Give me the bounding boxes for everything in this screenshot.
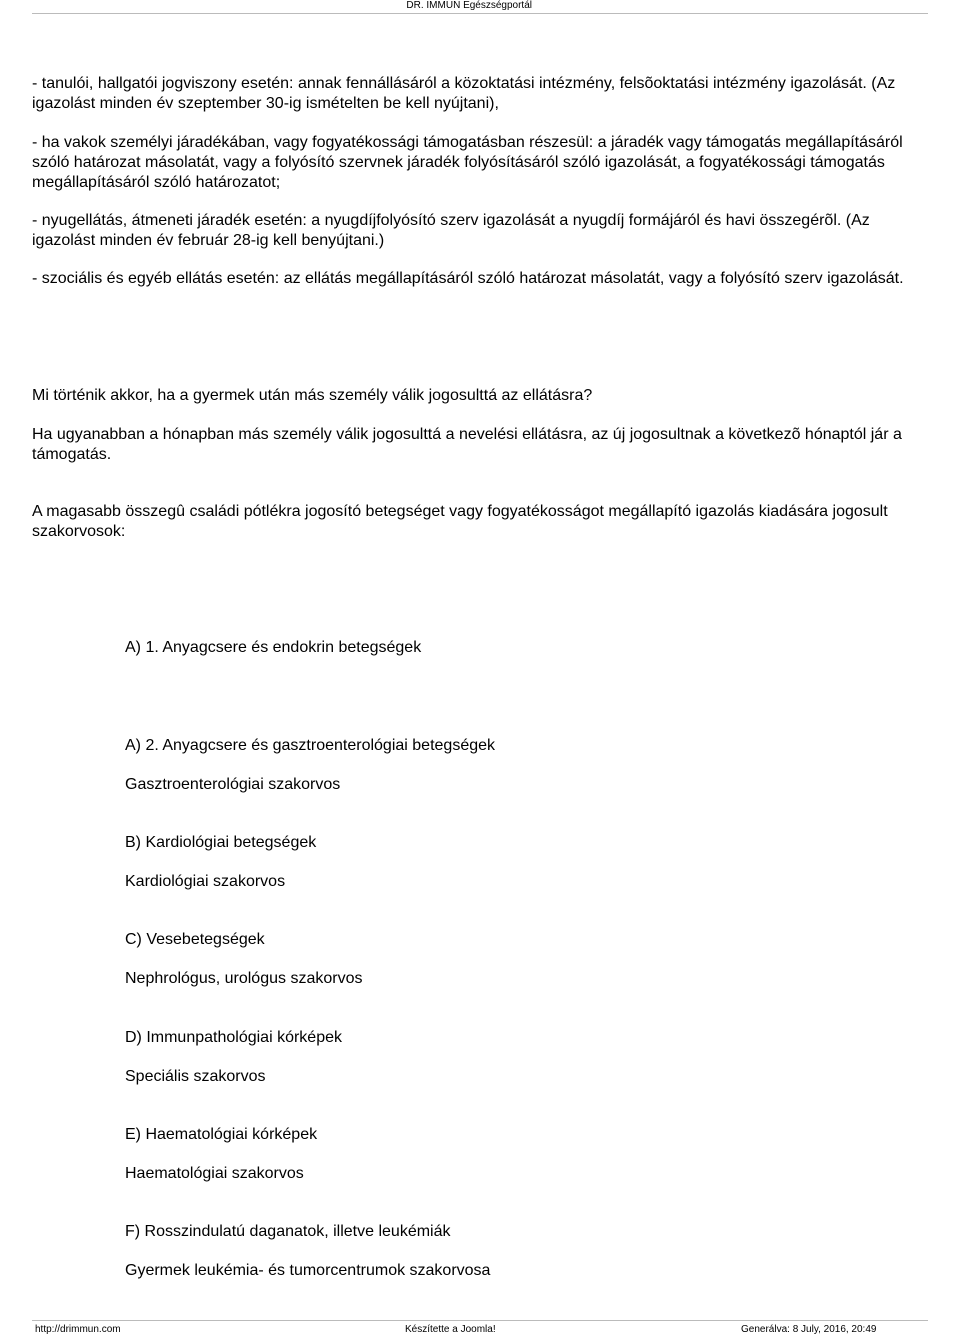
- question-heading: Mi történik akkor, ha a gyermek után más személy válik jogosulttá az ellátásra?: [32, 387, 593, 404]
- list-item-a2: A) 2. Anyagcsere és gasztroenterológiai betegségek: [125, 737, 496, 754]
- footer-made-with: Készítette a Joomla!: [405, 1324, 496, 1335]
- paragraph-blind-allowance: - ha vakok személyi járadékában, vagy fogyatékossági támogatásban részesül: a járadék vagy támogatás megállapításáról szóló határozat másolatát, vagy a folyósító szervnek járadék folyósításáról szóló igazolását, a fogyatékossági támogatás megállapításáról szóló határozatot;: [32, 134, 903, 191]
- list-item-b-specialist: Kardiológiai szakorvos: [125, 873, 286, 890]
- header-divider: [32, 13, 928, 14]
- site-title: DR. IMMUN Egészségportál: [406, 0, 532, 11]
- paragraph-social-benefit: - szociális és egyéb ellátás esetén: az ellátás megállapításáról szóló határozat másolatát, vagy a folyósító szerv igazolását.: [32, 270, 904, 287]
- list-item-f-specialist: Gyermek leukémia- és tumorcentrumok szakorvosa: [125, 1262, 491, 1279]
- paragraph-student-status: - tanulói, hallgatói jogviszony esetén: annak fennállásáról a közoktatási intézmény, felsõoktatási intézmény igazolását. (Az igazolást minden év szeptember 30-ig ismételten be kell nyújtani),: [32, 75, 896, 112]
- list-item-c-specialist: Nephrológus, urológus szakorvos: [125, 970, 363, 987]
- footer-url-link[interactable]: http://drimmun.com: [35, 1324, 121, 1335]
- list-item-d: D) Immunpathológiai kórképek: [125, 1029, 342, 1046]
- list-item-f: F) Rosszindulatú daganatok, illetve leukémiák: [125, 1223, 451, 1240]
- list-item-c: C) Vesebetegségek: [125, 931, 265, 948]
- answer-paragraph: Ha ugyanabban a hónapban más személy válik jogosulttá a nevelési ellátásra, az új jogosultnak a következõ hónaptól jár a támogatás.: [32, 426, 902, 463]
- list-item-a1: A) 1. Anyagcsere és endokrin betegségek: [125, 639, 422, 656]
- list-item-b: B) Kardiológiai betegségek: [125, 834, 317, 851]
- footer-generated-date: Generálva: 8 July, 2016, 20:49: [741, 1324, 877, 1335]
- list-item-e: E) Haematológiai kórképek: [125, 1126, 318, 1143]
- list-item-e-specialist: Haematológiai szakorvos: [125, 1165, 304, 1182]
- list-item-d-specialist: Speciális szakorvos: [125, 1068, 266, 1085]
- specialists-intro: A magasabb összegû családi pótlékra jogosító betegséget vagy fogyatékosságot megállapító igazolás kiadására jogosult szakorvosok:: [32, 503, 888, 540]
- paragraph-pension: - nyugellátás, átmeneti járadék esetén: a nyugdíjfolyósító szerv igazolását a nyugdíj formájáról és havi összegérõl. (Az igazolást minden év február 28-ig kell benyújtani.): [32, 212, 870, 249]
- list-item-a2-specialist: Gasztroenterológiai szakorvos: [125, 776, 341, 793]
- footer-divider: [32, 1320, 928, 1321]
